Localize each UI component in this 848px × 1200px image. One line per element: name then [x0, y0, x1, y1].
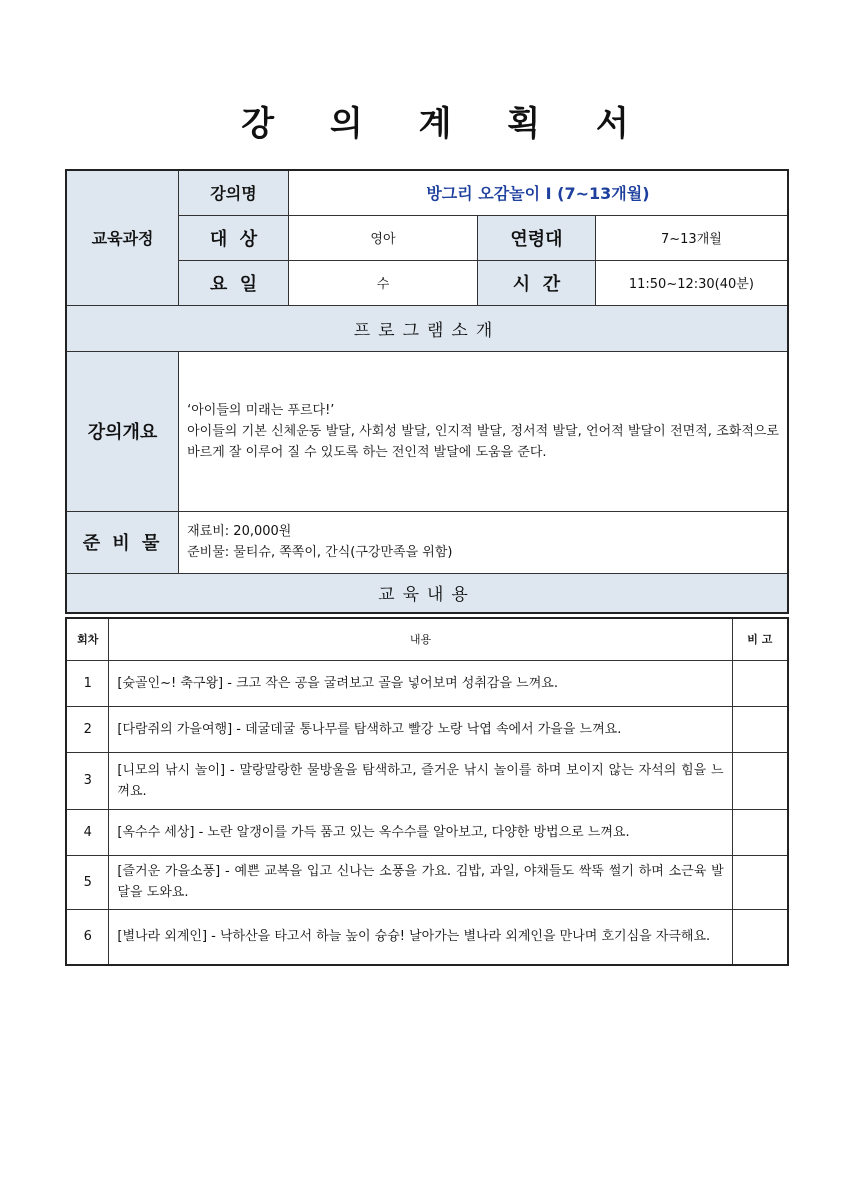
course-info-table [65, 169, 789, 614]
table-row [66, 660, 788, 706]
session-no: 1 [66, 660, 109, 706]
session-note [732, 706, 788, 752]
session-content: [옥수수 세상] - 노란 알갱이를 가득 품고 있는 옥수수를 알아보고, 다양한 방법으로 느껴요. [109, 809, 732, 855]
program-intro-heading: 프로그램소개 [66, 305, 788, 351]
preparation-content [179, 511, 788, 573]
session-no: 5 [66, 855, 109, 909]
session-content: [별나라 외계인] - 낙하산을 타고서 하늘 높이 슝슝! 날아가는 별나라 외계인을 만나며 호기심을 자극해요. [109, 909, 732, 965]
session-content: [니모의 낚시 놀이] - 말랑말랑한 물방울을 탐색하고, 즐거운 낚시 놀이를 하며 보이지 않는 자석의 힘을 느껴요. [109, 752, 732, 809]
age-label: 연령대 [478, 215, 596, 260]
target-value: 영아 [288, 215, 477, 260]
sessions-header-row [66, 618, 788, 660]
material-fee: 재료비: 20,000원 [187, 524, 292, 539]
session-content: [슛골인~! 축구왕] - 크고 작은 공을 굴려보고 골을 넣어보며 성취감을 느껴요. [109, 660, 732, 706]
session-no: 4 [66, 809, 109, 855]
lecture-name-label: 강의명 [179, 170, 289, 215]
time-label: 시 간 [478, 260, 596, 305]
header-note: 비 고 [732, 618, 788, 660]
session-note [732, 752, 788, 809]
overview-content [179, 351, 788, 511]
table-row [66, 706, 788, 752]
table-row [66, 909, 788, 965]
age-value: 7~13개월 [595, 215, 788, 260]
education-heading: 교육내용 [66, 573, 788, 613]
day-value: 수 [288, 260, 477, 305]
session-content: [즐거운 가을소풍] - 예쁜 교복을 입고 신나는 소풍을 가요. 김밥, 과일, 야채들도 싹뚝 썰기 하며 소근육 발달을 도와요. [109, 855, 732, 909]
overview-description: 아이들의 기본 신체운동 발달, 사회성 발달, 인지적 발달, 정서적 발달, 언어적 발달이 전면적, 조화적으로 바르게 잘 이루어 질 수 있도록 하는 전인적 발달에 도움을 준다. [187, 423, 779, 460]
target-label: 대 상 [179, 215, 289, 260]
header-no: 회차 [66, 618, 109, 660]
session-note [732, 909, 788, 965]
session-no: 6 [66, 909, 109, 965]
overview-slogan: ‘아이들의 미래는 푸르다!’ [187, 402, 335, 418]
sessions-table [65, 617, 789, 966]
session-no: 3 [66, 752, 109, 809]
header-content: 내용 [109, 618, 732, 660]
table-row [66, 809, 788, 855]
session-no: 2 [66, 706, 109, 752]
supplies: 준비물: 물티슈, 쪽쪽이, 간식(구강만족을 위함) [187, 545, 453, 560]
page-title: 강 의 계 획 서 [241, 104, 651, 144]
table-row [66, 752, 788, 809]
course-label: 교육과정 [66, 170, 179, 305]
table-row [66, 855, 788, 909]
session-content: [다람쥐의 가을여행] - 데굴데굴 통나무를 탐색하고 빨강 노랑 낙엽 속에서 가을을 느껴요. [109, 706, 732, 752]
lecture-name: 방그리 오감놀이 I (7~13개월) [288, 170, 788, 215]
session-note [732, 660, 788, 706]
day-label: 요 일 [179, 260, 289, 305]
session-note [732, 809, 788, 855]
overview-label: 강의개요 [66, 351, 179, 511]
time-value: 11:50~12:30(40분) [595, 260, 788, 305]
preparation-label: 준 비 물 [66, 511, 179, 573]
session-note [732, 855, 788, 909]
